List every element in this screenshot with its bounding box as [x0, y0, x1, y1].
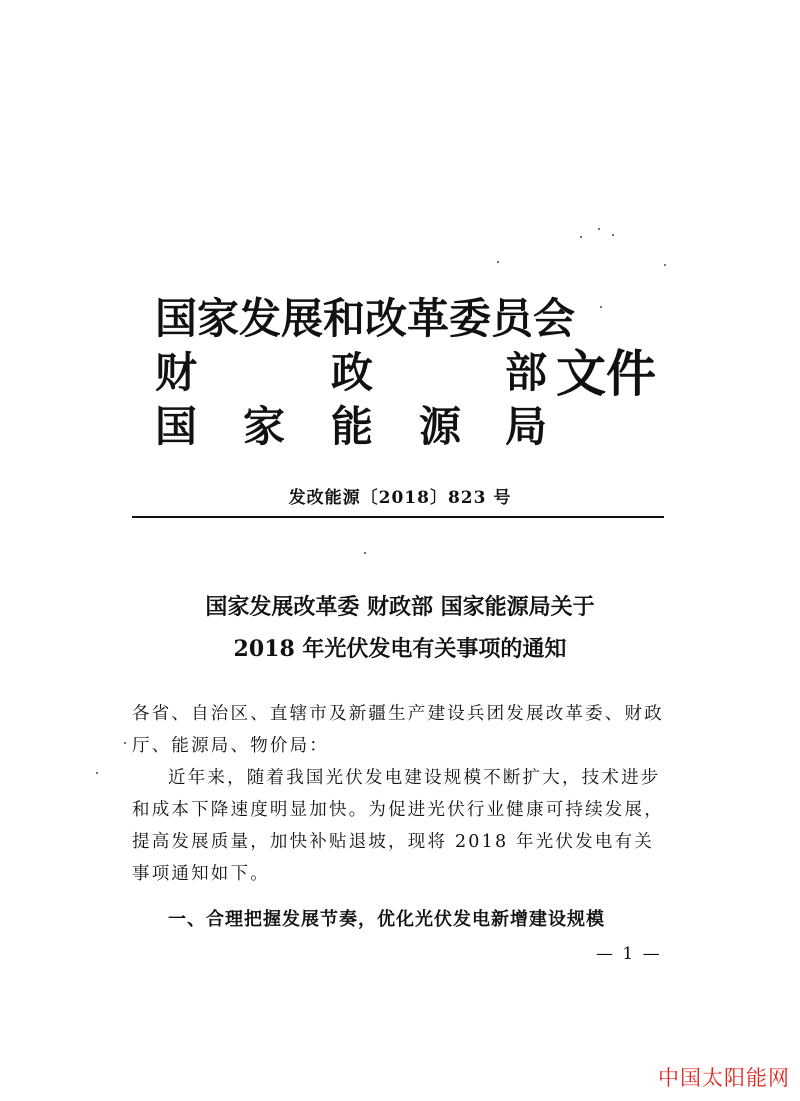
notice-title-line-1: 国家发展改革委 财政部 国家能源局关于 [205, 594, 595, 620]
page-number: — 1 — [596, 944, 662, 964]
agency-mof-char-2: 政 [331, 348, 374, 397]
scan-speck [364, 552, 366, 554]
scan-speck [124, 742, 126, 744]
agency-nea-char-5: 局 [505, 402, 548, 451]
paragraph-intro [132, 762, 672, 890]
scan-speck [612, 234, 614, 236]
agency-nea-char-4: 源 [419, 402, 462, 451]
agency-mof-char-1: 财 [155, 348, 198, 397]
agency-nea [155, 400, 655, 454]
document-number: 发改能源〔2018〕823 号 [288, 488, 512, 508]
agency-mof-char-3: 部 [505, 348, 548, 397]
agency-nea-char-3: 能 [331, 402, 374, 451]
scan-speck [664, 264, 666, 266]
agency-nea-char-2: 家 [243, 402, 286, 451]
section-heading-1: 一、合理把握发展节奏，优化光伏发电新增建设规模 [168, 909, 605, 930]
paragraph-intro-text: 近年来，随着我国光伏发电建设规模不断扩大，技术进步和成本下降速度明显加快。为促进光伏行业健康可持续发展，提高发展质量，加快补贴退坡，现将 2018 年光伏发电有关事项通知如下。 [132, 768, 664, 884]
scan-speck [600, 306, 602, 308]
notice-title-line-2: 2018 年光伏发电有关事项的通知 [233, 636, 567, 662]
agency-ndrc-text: 国家发展和改革委员会 [155, 294, 576, 343]
addressee: 各省、自治区、直辖市及新疆生产建设兵团发展改革委、财政厅、能源局、物价局： [132, 704, 664, 756]
document-suffix: 文件 [556, 344, 656, 403]
header-divider [132, 516, 664, 518]
agency-nea-char-1: 国 [155, 402, 198, 451]
watermark: 中国太阳能网 [658, 1066, 790, 1090]
scan-speck [497, 261, 499, 263]
scan-speck [580, 236, 582, 238]
scan-speck [598, 228, 600, 230]
scan-speck [96, 772, 98, 774]
agency-ndrc [155, 292, 655, 346]
